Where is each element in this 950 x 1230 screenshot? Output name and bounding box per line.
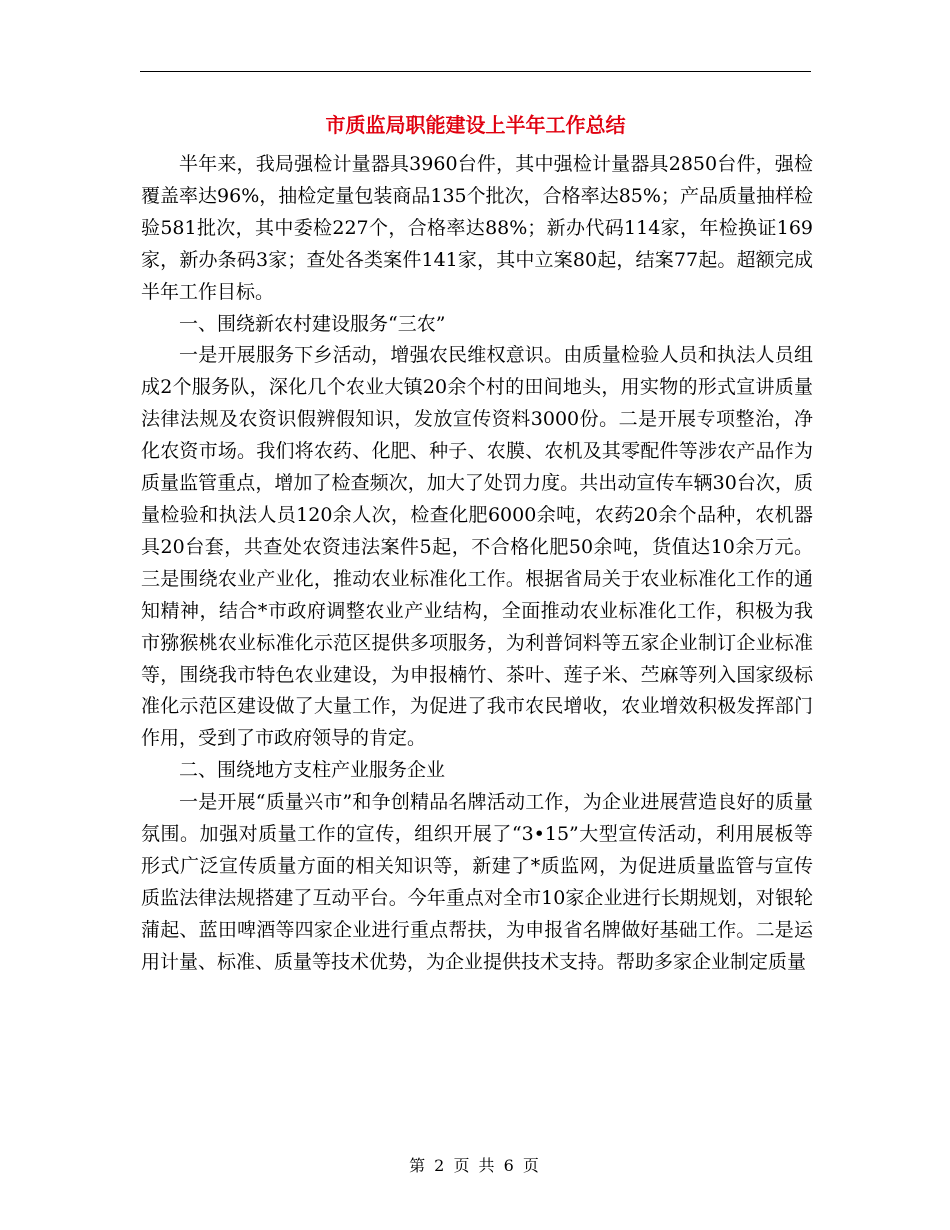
paragraph-enterprise: 一是开展“质量兴市”和争创精品名牌活动工作，为企业进展营造良好的质量氛围。加强对质量工作的宣传，组织开展了“3•15”大型宣传活动，利用展板等形式广泛宣传质量方面的相关知识等，新建了*质监网，为促进质量监管与宣传质监法律法规搭建了互动平台。今年重点对全市10家企业进行长期规划，对银轮蒲起、蓝田啤酒等四家企业进行重点帮扶，为申报省名牌做好基础工作。二是运用计量、标准、质量等技术优势，为企业提供技术支持。帮助多家企业制定质量 <box>141 791 813 973</box>
section-heading-2: 二、围绕地方支柱产业服务企业 <box>179 759 446 782</box>
document-title: 市质监局职能建设上半年工作总结 <box>325 113 626 137</box>
paragraph-summary: 半年来，我局强检计量器具3960台件，其中强检计量器具2850台件，强检覆盖率达96%，抽检定量包装商品135个批次，合格率达85%；产品质量抽样检验581批次，其中委检227个，合格率达88%；新办代码114家，年检换证169家，新办条码3家；查处各类案件141家，其中立案80起，结案77起。超额完成半年工作目标。 <box>141 153 813 303</box>
page-number: 第 2 页 共 6 页 <box>409 1156 541 1175</box>
header-rule <box>140 71 811 72</box>
document-body <box>141 149 813 979</box>
section-heading-1: 一、围绕新农村建设服务“三农” <box>179 312 446 335</box>
paragraph-agriculture: 一是开展服务下乡活动，增强农民维权意识。由质量检验人员和执法人员组成2个服务队，深化几个农业大镇20余个村的田间地头，用实物的形式宣讲质量法律法规及农资识假辨假知识，发放宣传资料3000份。二是开展专项整治，净化农资市场。我们将农药、化肥、种子、农膜、农机及其零配件等涉农产品作为质量监管重点，增加了检查频次，加大了处罚力度。共出动宣传车辆30台次，质量检验和执法人员120余人次，检查化肥6000余吨，农药20余个品种，农机器具20台套，共查处农资违法案件5起，不合格化肥50余吨，货值达10余万元。三是围绕农业产业化，推动农业标准化工作。根据省局关于农业标准化工作的通知精神，结合*市政府调整农业产业结构，全面推动农业标准化工作，积极为我市猕猴桃农业标准化示范区提供多项服务，为利普饲料等五家企业制订企业标准等，围绕我市特色农业建设，为申报楠竹、茶叶、莲子米、苎麻等列入国家级标准化示范区建设做了大量工作，为促进了我市农民增收，农业增效积极发挥部门作用，受到了市政府领导的肯定。 <box>141 344 813 750</box>
